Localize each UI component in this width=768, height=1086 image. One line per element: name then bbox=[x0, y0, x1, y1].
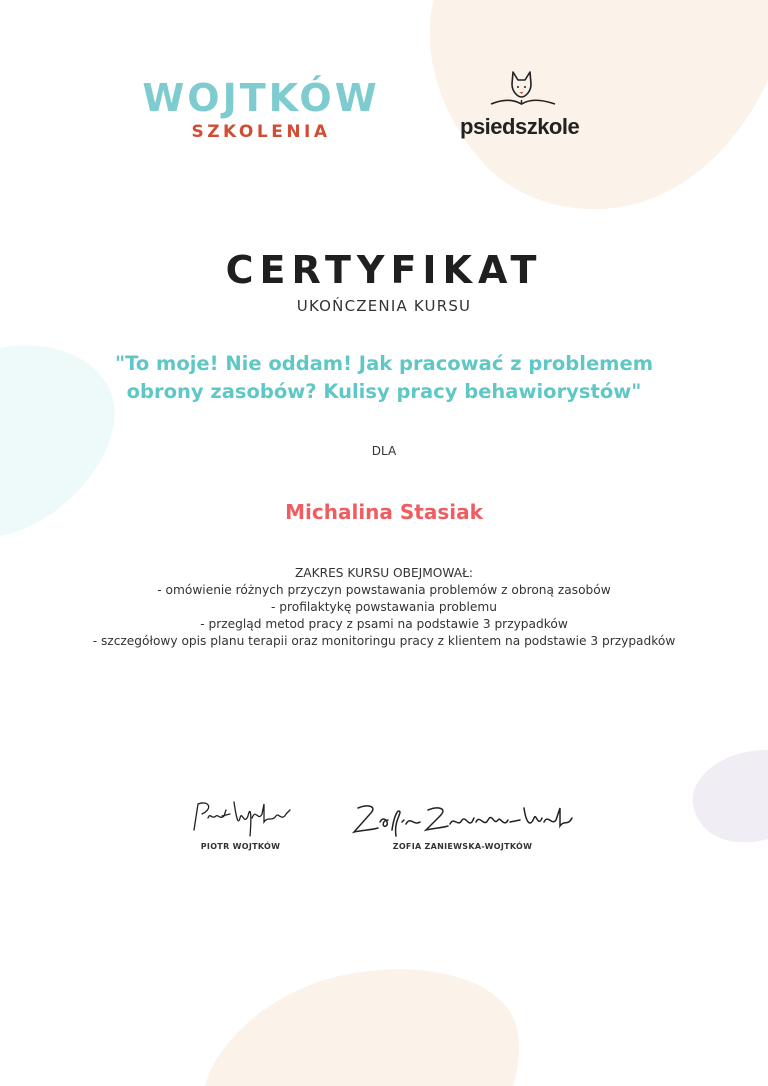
signatory-name: PIOTR WOJTKÓW bbox=[200, 842, 281, 851]
fox-on-book-icon bbox=[473, 66, 563, 112]
logo-szkolenia-text: SZKOLENIA bbox=[191, 122, 331, 142]
scope-item: - przegląd metod pracy z psami na podstawie 3 przypadków bbox=[200, 617, 568, 631]
recipient-name: Michalina Stasiak bbox=[285, 500, 483, 524]
for-label: DLA bbox=[371, 444, 397, 458]
scope-list bbox=[40, 582, 728, 650]
signatory-name: ZOFIA ZANIEWSKA-WOJTKÓW bbox=[392, 842, 533, 851]
course-title: "To moje! Nie oddam! Jak pracować z problemem obrony zasobów? Kulisy pracy behawiorystów" bbox=[114, 352, 654, 403]
scope-item: - profilaktykę powstawania problemu bbox=[270, 600, 498, 614]
scope-heading: ZAKRES KURSU OBEJMOWAŁ: bbox=[294, 566, 474, 580]
signature-block-zofia bbox=[345, 800, 580, 851]
signature-piotr-wojtkow bbox=[186, 796, 296, 838]
logo-wojtkow-text: WOJTKÓW bbox=[142, 76, 380, 120]
scope-item: - omówienie różnych przyczyn powstawania problemów z obroną zasobów bbox=[157, 583, 611, 597]
logo-psiedszkole-text: psiedszkole bbox=[460, 114, 580, 139]
signature-zofia-zaniewska-wojtkow bbox=[348, 800, 578, 838]
certificate-title: CERTYFIKAT bbox=[225, 248, 543, 292]
signature-block-piotr bbox=[178, 796, 303, 851]
course-scope bbox=[40, 565, 728, 650]
certificate-subtitle: UKOŃCZENIA KURSU bbox=[296, 297, 472, 315]
scope-item: - szczegółowy opis planu terapii oraz monitoringu pracy z klientem na podstawie 3 przypadków bbox=[92, 634, 676, 648]
wojtkow-szkolenia-logo bbox=[136, 78, 386, 142]
psiedszkole-logo bbox=[460, 66, 580, 140]
